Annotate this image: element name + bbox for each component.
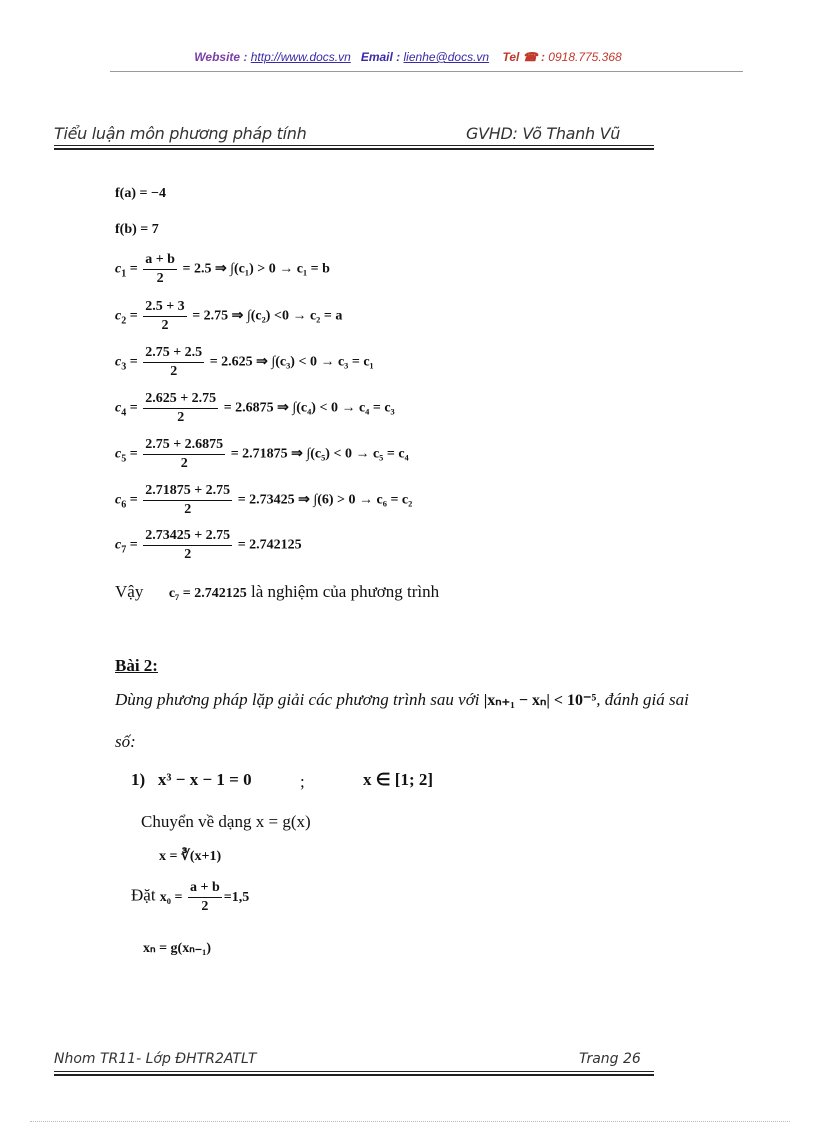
footer-rule <box>54 1071 654 1072</box>
step-var: c <box>115 537 122 553</box>
numerator: 2.5 + 3 <box>143 299 186 317</box>
step-rest: = 2.625 ⇒ ∫(c₃) < 0 → c₃ = c₁ <box>209 354 374 370</box>
fraction <box>188 880 222 915</box>
exercise-statement <box>115 690 689 710</box>
step-c2: $c_2$ = $\frac{2.5 + 3}{2}$ = 2.75 ⇒ ∫(c₂) <0 → c₂ = a <box>115 299 343 333</box>
site-header <box>0 50 816 64</box>
numerator: 2.73425 + 2.75 <box>143 528 232 546</box>
step-var: c <box>115 308 122 324</box>
email-link[interactable]: lienhe@docs.vn <box>403 50 490 64</box>
step-sub: 6 <box>121 499 127 511</box>
website-link[interactable]: http://www.docs.vn <box>250 50 351 64</box>
step-rest: = 2.5 ⇒ ∫(c₁) > 0 → c₁ = b <box>182 261 330 277</box>
denominator: 2 <box>184 502 192 517</box>
step-var: c <box>115 261 122 277</box>
step-rest: = 2.6875 ⇒ ∫(c₄) < 0 → c₄ = c₃ <box>223 400 395 416</box>
statement-part3: số: <box>115 732 136 751</box>
numerator: 2.71875 + 2.75 <box>143 483 232 501</box>
denominator: 2 <box>180 456 188 471</box>
footer-rule-thick <box>54 1074 654 1076</box>
denominator: 2 <box>170 364 178 379</box>
step-sub: 5 <box>121 453 127 465</box>
set-line <box>131 880 249 915</box>
iteration-formula: xₙ = g(xₙ₋₁) <box>143 941 212 956</box>
item-equation: x³ − x − 1 = 0 <box>157 770 252 789</box>
fraction <box>143 483 232 518</box>
step-c6: $c_6$ = $\frac{2.71875 + 2.75}{2}$ = 2.73425 ⇒ ∫(6) > 0 → c₆ = c₂ <box>115 483 413 517</box>
transform-math: x = ∛(x+1) <box>159 849 222 864</box>
step-c1: $c_1$ = $\frac{a + b}{2}$ = 2.5 ⇒ ∫(c₁) > 0 → c₁ = b <box>115 252 330 286</box>
website-label: Website : <box>194 50 248 64</box>
denominator: 2 <box>161 318 169 333</box>
fraction <box>143 391 218 426</box>
set-rhs: =1,5 <box>223 889 250 905</box>
step-c7: $c_7$ = $\frac{2.73425 + 2.75}{2}$ = 2.742125 <box>115 528 302 562</box>
set-lhs: x₀ = <box>159 889 183 905</box>
exercise-title: Bài 2: <box>115 656 158 675</box>
step-rest: = 2.75 ⇒ ∫(c₂) <0 → c₂ = a <box>192 308 343 324</box>
email-label: Email : <box>360 50 401 64</box>
doc-header-left: Tiểu luận môn phương pháp tính <box>54 124 307 143</box>
doc-header-right: GVHD: Võ Thanh Vũ <box>466 124 621 143</box>
step-var: c <box>115 492 122 508</box>
denominator: 2 <box>177 410 185 425</box>
doc-header-rule-thick <box>54 148 654 150</box>
step-sub: 7 <box>121 544 127 556</box>
footer-page: Trang 26 <box>579 1051 641 1067</box>
fb-line: f(b) = 7 <box>115 222 159 237</box>
numerator: a + b <box>143 252 177 270</box>
footer-left: Nhom TR11- Lớp ĐHTR2ATLT <box>54 1051 257 1067</box>
step-rest: = 2.71875 ⇒ ∫(c₅) < 0 → c₅ = c₄ <box>230 446 409 462</box>
numerator: a + b <box>188 880 222 898</box>
step-sub: 3 <box>121 361 127 373</box>
fa-line: f(a) = −4 <box>115 186 166 201</box>
denominator: 2 <box>184 547 192 562</box>
denominator: 2 <box>201 899 209 914</box>
step-rest: = 2.742125 <box>237 537 302 553</box>
statement-condition: |xₙ₊₁ − xₙ| < 10⁻⁵ <box>483 692 597 709</box>
numerator: 2.75 + 2.6875 <box>143 437 225 455</box>
item-label: 1) <box>131 770 146 789</box>
step-var: c <box>115 354 122 370</box>
fraction <box>143 299 186 334</box>
conclusion <box>115 582 439 602</box>
tel-number: 0918.775.368 <box>548 50 622 64</box>
item-domain: x ∈ [1; 2] <box>363 770 434 789</box>
conclusion-math: c₇ = 2.742125 <box>168 586 247 601</box>
item-separator: ; <box>300 772 305 791</box>
statement-part1: Dùng phương pháp lặp giải các phương trình sau với <box>115 690 480 709</box>
step-c4: $c_4$ = $\frac{2.625 + 2.75}{2}$ = 2.6875 ⇒ ∫(c₄) < 0 → c₄ = c₃ <box>115 391 395 425</box>
fraction <box>143 252 177 287</box>
numerator: 2.75 + 2.5 <box>143 345 204 363</box>
step-sub: 4 <box>121 407 127 419</box>
doc-header-rule <box>54 145 654 146</box>
step-var: c <box>115 400 122 416</box>
denominator: 2 <box>156 271 164 286</box>
statement-part2: , đánh giá sai <box>596 690 689 709</box>
step-var: c <box>115 446 122 462</box>
conclusion-suffix: là nghiệm của phương trình <box>250 582 440 601</box>
item-1 <box>131 770 252 790</box>
step-rest: = 2.73425 ⇒ ∫(6) > 0 → c₆ = c₂ <box>237 492 413 508</box>
transform-text: Chuyển về dạng x = g(x) <box>141 812 311 831</box>
numerator: 2.625 + 2.75 <box>143 391 218 409</box>
tel-label: Tel ☎ : <box>502 50 545 64</box>
page-edge <box>30 1121 790 1122</box>
set-label: Đặt <box>131 885 156 905</box>
conclusion-prefix: Vậy <box>115 582 144 601</box>
fraction <box>143 345 204 380</box>
step-c5: $c_5$ = $\frac{2.75 + 2.6875}{2}$ = 2.71875 ⇒ ∫(c₅) < 0 → c₅ = c₄ <box>115 437 409 471</box>
step-c3: $c_3$ = $\frac{2.75 + 2.5}{2}$ = 2.625 ⇒ ∫(c₃) < 0 → c₃ = c₁ <box>115 345 374 379</box>
header-divider <box>110 71 743 72</box>
step-sub: 1 <box>121 268 127 280</box>
fraction <box>143 528 232 563</box>
fraction <box>143 437 225 472</box>
step-sub: 2 <box>121 315 127 327</box>
